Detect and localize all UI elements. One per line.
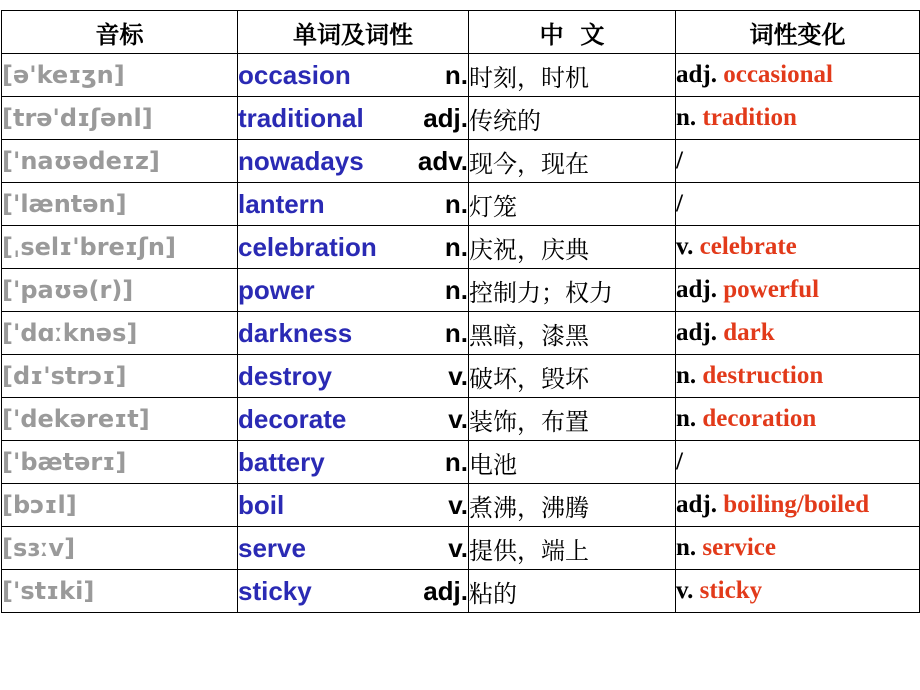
word-cell [238, 97, 469, 140]
vocabulary-table [1, 10, 920, 613]
part-of-speech: v. [448, 403, 468, 434]
derivation-cell [676, 54, 920, 97]
derivation-cell [676, 570, 920, 613]
derivation-cell [676, 140, 920, 183]
part-of-speech: n. [444, 188, 468, 219]
derived-word: dark [723, 319, 775, 346]
header-phonetic: 音标 [2, 11, 238, 54]
derived-word: boiling/boiled [723, 491, 870, 518]
part-of-speech: n. [444, 446, 468, 477]
header-chinese: 中 文 [469, 11, 676, 54]
word-cell [238, 527, 469, 570]
word-text: power [238, 274, 315, 305]
word-cell [238, 484, 469, 527]
table-row [2, 398, 920, 441]
word-cell [238, 441, 469, 484]
part-of-speech: n. [444, 231, 468, 262]
derived-word: powerful [723, 276, 820, 303]
phonetic-cell: [ə'keɪʒn] [2, 54, 238, 97]
part-of-speech: v. [448, 532, 468, 563]
part-of-speech: v. [448, 360, 468, 391]
word-text: boil [238, 489, 285, 520]
table-row [2, 527, 920, 570]
word-text: serve [238, 532, 306, 563]
derived-pos: adj. [676, 491, 717, 518]
derived-word: tradition [702, 104, 797, 131]
table-row [2, 269, 920, 312]
part-of-speech: adj. [423, 575, 468, 606]
derived-pos: v. [676, 233, 694, 260]
table-row [2, 570, 920, 613]
word-text: lantern [238, 188, 325, 219]
part-of-speech: adv. [417, 145, 468, 176]
phonetic-cell: ['stɪki] [2, 570, 238, 613]
chinese-meaning-cell: 破坏，毁坏 [469, 355, 676, 398]
word-cell [238, 355, 469, 398]
chinese-meaning-cell: 粘的 [469, 570, 676, 613]
part-of-speech: v. [448, 489, 468, 520]
table-row [2, 97, 920, 140]
header-row [2, 11, 920, 54]
chinese-meaning-cell: 控制力；权力 [469, 269, 676, 312]
word-text: nowadays [238, 145, 364, 176]
header-word: 单词及词性 [238, 11, 469, 54]
word-cell [238, 54, 469, 97]
word-text: traditional [238, 102, 364, 133]
phonetic-cell: [bɔɪl] [2, 484, 238, 527]
word-cell [238, 226, 469, 269]
word-cell [238, 312, 469, 355]
phonetic-cell: [ˌselɪ'breɪʃn] [2, 226, 238, 269]
phonetic-cell: ['paʊə(r)] [2, 269, 238, 312]
table-row [2, 54, 920, 97]
derivation-cell [676, 398, 920, 441]
derived-pos: adj. [676, 276, 717, 303]
chinese-meaning-cell: 传统的 [469, 97, 676, 140]
derived-pos: n. [676, 362, 697, 389]
derivation-cell [676, 183, 920, 226]
derived-pos: / [676, 448, 683, 475]
part-of-speech: n. [444, 317, 468, 348]
word-text: occasion [238, 59, 351, 90]
word-text: battery [238, 446, 325, 477]
word-cell [238, 269, 469, 312]
phonetic-cell: [sɜːv] [2, 527, 238, 570]
derived-word: service [702, 534, 776, 561]
table-row [2, 183, 920, 226]
table-row [2, 226, 920, 269]
derived-pos: / [676, 147, 683, 174]
word-text: destroy [238, 360, 332, 391]
derivation-cell [676, 527, 920, 570]
chinese-meaning-cell: 庆祝，庆典 [469, 226, 676, 269]
chinese-meaning-cell: 提供，端上 [469, 527, 676, 570]
table-row [2, 140, 920, 183]
derivation-cell [676, 226, 920, 269]
derived-word: decoration [702, 405, 817, 432]
part-of-speech: n. [444, 59, 468, 90]
phonetic-cell: [trə'dɪʃənl] [2, 97, 238, 140]
chinese-meaning-cell: 现今，现在 [469, 140, 676, 183]
derived-word: sticky [699, 577, 763, 604]
phonetic-cell: ['læntən] [2, 183, 238, 226]
part-of-speech: adj. [423, 102, 468, 133]
word-cell [238, 570, 469, 613]
chinese-meaning-cell: 装饰，布置 [469, 398, 676, 441]
derivation-cell [676, 312, 920, 355]
word-cell [238, 140, 469, 183]
table-row [2, 312, 920, 355]
header-derivation: 词性变化 [676, 11, 920, 54]
chinese-meaning-cell: 时刻，时机 [469, 54, 676, 97]
chinese-meaning-cell: 电池 [469, 441, 676, 484]
derived-pos: adj. [676, 61, 717, 88]
phonetic-cell: ['naʊədeɪz] [2, 140, 238, 183]
derived-pos: n. [676, 405, 697, 432]
derived-pos: n. [676, 104, 697, 131]
table-row [2, 441, 920, 484]
derived-pos: / [676, 190, 683, 217]
phonetic-cell: ['bætərɪ] [2, 441, 238, 484]
word-text: celebration [238, 231, 377, 262]
chinese-meaning-cell: 煮沸，沸腾 [469, 484, 676, 527]
derived-pos: adj. [676, 319, 717, 346]
chinese-meaning-cell: 灯笼 [469, 183, 676, 226]
part-of-speech: n. [444, 274, 468, 305]
word-cell [238, 398, 469, 441]
derivation-cell [676, 484, 920, 527]
word-text: decorate [238, 403, 347, 434]
derived-pos: v. [676, 577, 694, 604]
derivation-cell [676, 441, 920, 484]
chinese-meaning-cell: 黑暗，漆黑 [469, 312, 676, 355]
word-text: sticky [238, 575, 312, 606]
phonetic-cell: ['dɑːknəs] [2, 312, 238, 355]
table-row [2, 355, 920, 398]
derived-pos: n. [676, 534, 697, 561]
derived-word: destruction [702, 362, 824, 389]
word-text: darkness [238, 317, 353, 348]
derived-word: celebrate [699, 233, 797, 260]
table-row [2, 484, 920, 527]
word-cell [238, 183, 469, 226]
derivation-cell [676, 355, 920, 398]
derivation-cell [676, 269, 920, 312]
phonetic-cell: [dɪ'strɔɪ] [2, 355, 238, 398]
derived-word: occasional [723, 61, 833, 88]
phonetic-cell: ['dekəreɪt] [2, 398, 238, 441]
derivation-cell [676, 97, 920, 140]
